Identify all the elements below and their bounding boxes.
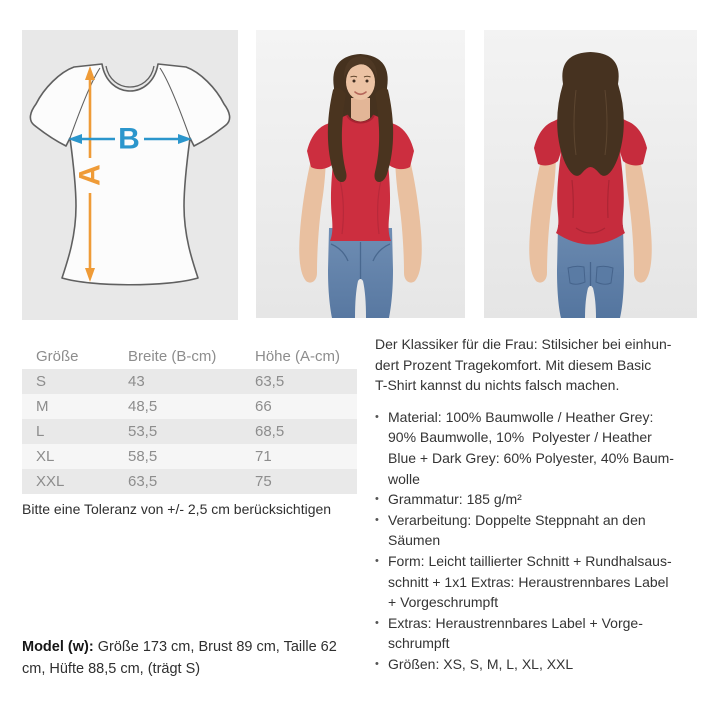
bullet-lines (388, 489, 522, 510)
table-header-hoehe: Höhe (A-cm) (255, 347, 341, 365)
bullet-item (375, 407, 717, 489)
text-line: Extras: Heraustrennbares Label + Vorge- (388, 614, 643, 631)
tolerance-note: Bitte eine Toleranz von +/- 2,5 cm berücksichtigen (22, 501, 332, 517)
right-eye (366, 80, 369, 83)
table-row (22, 419, 357, 444)
bullet-item (375, 654, 717, 675)
bullet-item (375, 510, 717, 551)
bullet-lines (388, 551, 672, 613)
table-row (22, 469, 357, 494)
model-back-photo (484, 30, 697, 318)
text-line: Der Klassiker für die Frau: Stilsicher bei einhun- (375, 336, 672, 352)
model-note-line1 (22, 636, 367, 658)
bullet-item (375, 551, 717, 613)
bullet-lines (388, 613, 643, 654)
bullet-lines (388, 654, 573, 675)
table-row (22, 394, 357, 419)
table-cell: 75 (255, 473, 272, 490)
product-description (375, 334, 717, 675)
size-diagram-illustration (22, 30, 238, 320)
table-row (22, 369, 357, 394)
bullet-marker: • (375, 616, 379, 629)
text-line: schnitt + 1x1 Extras: Heraustrennbares Label (388, 573, 669, 590)
bullet-marker: • (375, 513, 379, 526)
table-cell: 71 (255, 448, 272, 465)
back-pocket-right (596, 266, 613, 284)
table-cell: 66 (255, 398, 272, 415)
table-cell: 63,5 (128, 473, 158, 490)
text-line: schrumpft (388, 635, 450, 652)
text-line: Säumen (388, 532, 441, 549)
text-line: Grammatur: 185 g/m² (388, 491, 522, 508)
table-cell: 43 (128, 373, 145, 390)
table-cell: S (36, 373, 47, 390)
measure-a-label: A (73, 164, 107, 186)
bullet-marker: • (375, 493, 379, 506)
text-line: + Vorgeschrumpft (388, 594, 499, 611)
model-note-line2: cm, Hüfte 88,5 cm, (trägt S) (22, 661, 201, 677)
model-front-photo (256, 30, 465, 318)
text-line: 90% Baumwolle, 10% Polyester / Heather (388, 429, 652, 446)
table-cell: M (36, 398, 49, 415)
text-line: Material: 100% Baumwolle / Heather Grey: (388, 408, 654, 425)
bullet-marker: • (375, 554, 379, 567)
size-diagram-panel (22, 30, 238, 320)
back-pocket-left (568, 266, 585, 284)
bullet-item (375, 489, 717, 510)
model-note (22, 636, 367, 680)
table-cell: XXL (36, 473, 65, 490)
table-cell: L (36, 423, 45, 440)
text-line: dert Prozent Tragekomfort. Mit diesem Basic (375, 356, 652, 373)
table-header-size: Größe (36, 347, 79, 365)
bullet-marker: • (375, 410, 379, 423)
table-cell: 63,5 (255, 373, 285, 390)
model-front-illustration (256, 30, 465, 318)
text-line: Größen: XS, S, M, L, XL, XXL (388, 655, 574, 672)
table-cell: 68,5 (255, 423, 285, 440)
text-line: Form: Leicht taillierter Schnitt + Rundhalsaus- (388, 552, 672, 569)
description-bullet-list (375, 407, 717, 675)
size-table (22, 343, 357, 494)
hair-back (557, 52, 624, 176)
bullet-lines (388, 407, 674, 489)
table-cell: 48,5 (128, 398, 158, 415)
model-note-line1-rest: Größe 173 cm, Brust 89 cm, Taille 62 (93, 639, 337, 655)
table-header-breite: Breite (B-cm) (128, 347, 217, 365)
model-back-illustration (484, 30, 697, 318)
bullet-marker: • (375, 657, 379, 670)
neck (351, 98, 370, 122)
table-cell: XL (36, 448, 55, 465)
bullet-lines (388, 510, 646, 551)
table-cell: 53,5 (128, 423, 158, 440)
table-header-row (22, 343, 357, 369)
table-body (22, 369, 357, 494)
table-cell: 58,5 (128, 448, 158, 465)
left-eye (353, 80, 356, 83)
table-row (22, 444, 357, 469)
measure-b-label: B (118, 122, 140, 156)
text-line: T-Shirt kannst du nichts falsch machen. (375, 377, 620, 394)
text-line: Verarbeitung: Doppelte Steppnaht an den (388, 511, 646, 528)
bullet-item (375, 613, 717, 654)
text-line: Blue + Dark Grey: 60% Polyester, 40% Baum- (388, 449, 674, 466)
description-paragraph (375, 334, 717, 396)
model-note-label: Model (w): (22, 639, 94, 655)
text-line: wolle (388, 470, 420, 487)
